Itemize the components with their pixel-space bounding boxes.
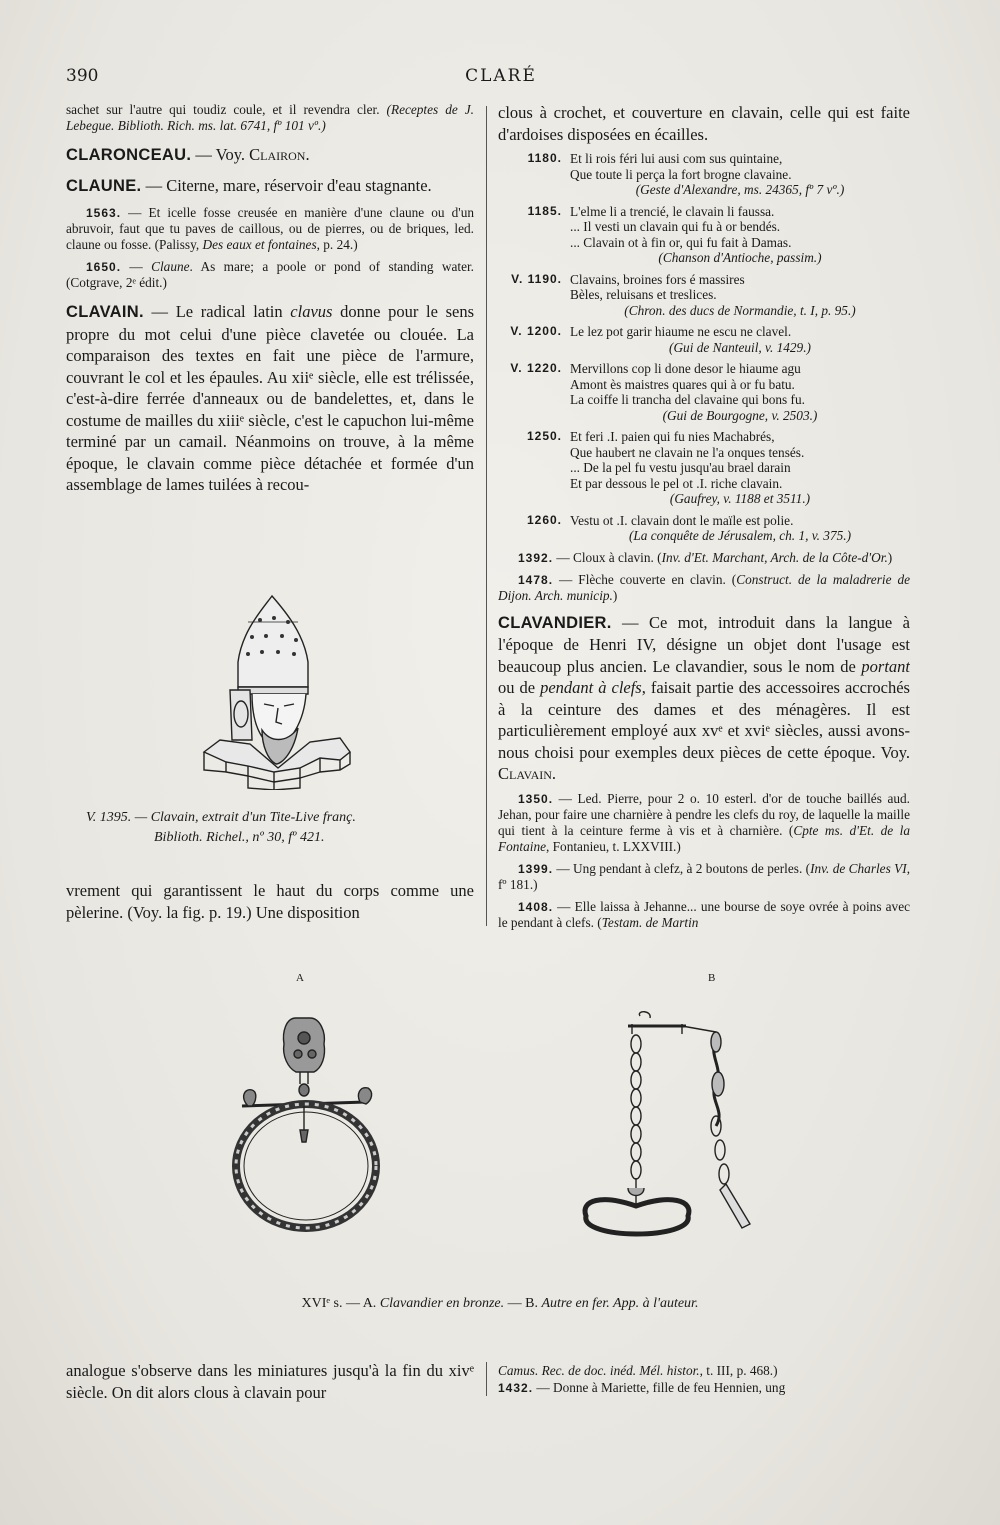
text: ) <box>887 549 893 565</box>
year: V. 1190. <box>511 271 562 286</box>
year: 1650. <box>86 260 122 274</box>
entry-clavain <box>66 301 474 496</box>
page-header <box>66 66 936 96</box>
headword: CLAUNE. <box>66 176 142 195</box>
term: portant <box>861 656 910 676</box>
text: — <box>121 259 152 274</box>
caption-text: XVIᵉ s. — A. <box>301 1296 380 1311</box>
text: — Ung pendant à clefz, à 2 boutons de perles. ( <box>553 860 811 876</box>
text: — Donne à Mariette, fille de feu Hennien, ung <box>533 1380 786 1395</box>
verse-line: La coiffe li trancha del clavaine qui bons fu. <box>570 392 805 407</box>
quote-1185 <box>498 204 910 266</box>
text: sachet sur l'autre qui toudiz coule, et il revendra cler. <box>66 102 380 117</box>
citation: (Gui de Nanteuil, v. 1429.) <box>669 339 811 355</box>
year: V. 1200. <box>510 324 562 338</box>
citation: (Chanson d'Antioche, passim.) <box>658 250 822 265</box>
quote-1432 <box>498 1379 910 1397</box>
text: ) <box>612 587 618 603</box>
citation: Inv. d'Et. Marchant, Arch. de la Côte-d'Or. <box>661 549 888 565</box>
citation: Camus. Rec. de doc. inéd. Mél. histor. <box>498 1363 700 1378</box>
citation: Des eaux et fontaines <box>202 237 317 252</box>
year: 1250. <box>526 429 562 443</box>
entry-clavandier <box>498 612 910 785</box>
text: — Led. Pierre, pour 2 o. 10 esterl. d'or de touche baillés aud. Jehan, pour faire une charnière à pendre les clefs du roy, de laquelle la maille qui tient à la ceinture ferme à vis et à charnière. ( <box>498 790 910 838</box>
text: , t. III, p. 468.) <box>699 1363 778 1378</box>
caption-text: Clavandier en bronze. <box>379 1296 505 1311</box>
verse-line: Et feri .I. paien qui fu nies Machabrés, <box>570 429 775 444</box>
text: , fº 181.) <box>498 860 910 892</box>
year: 1260. <box>526 512 562 527</box>
right-column <box>498 102 910 932</box>
citation: (Gaufrey, v. 1188 et 3511.) <box>669 491 811 506</box>
term: pendant à clefs <box>540 678 642 697</box>
year: 1350. <box>518 791 554 806</box>
verse-line: Amont ès maistres quares qui à or fu batu. <box>570 376 795 392</box>
citation: Cpte ms. d'Et. de la Fontaine <box>498 822 910 854</box>
cross-reference: Clavain <box>498 764 552 783</box>
quote-1350 <box>498 791 910 855</box>
citation: (Gui de Bourgogne, v. 2503.) <box>662 407 818 423</box>
column-rule-bottom <box>486 1362 487 1396</box>
citation: Claune <box>151 259 190 274</box>
quote-1260 <box>498 513 910 544</box>
quote-1190 <box>498 272 910 319</box>
year: 1399. <box>518 861 554 876</box>
citation: (Geste d'Alexandre, ms. 24365, fº 7 vº.) <box>635 182 845 197</box>
figure-label-a: A <box>296 972 304 984</box>
text: , p. 24.) <box>316 237 358 252</box>
cross-reference: Clairon <box>249 145 306 164</box>
quote-1392 <box>498 550 910 566</box>
verse-line: ... Il vesti un clavain qui fu à or bendés. <box>570 219 781 234</box>
clavain-continued: vrement qui garantissent le haut du corps comme une pèlerine. (Voy. la fig. p. 19.) Une disposition <box>66 881 474 922</box>
citation: (Chron. des ducs de Normandie, t. I, p. 95.) <box>624 302 856 318</box>
text: ou de <box>498 678 541 697</box>
quote-1650 <box>66 259 474 291</box>
page-number: 390 <box>66 66 99 86</box>
definition: — Citerne, mare, réservoir d'eau stagnante. <box>141 175 432 195</box>
year: 1478. <box>518 572 554 587</box>
running-title: CLARÉ <box>465 66 537 86</box>
year: 1408. <box>518 899 554 914</box>
caption-line: V. 1395. — Clavain, extrait d'un Tite-Live franç. <box>86 810 356 825</box>
citation: Inv. de Charles VI <box>810 860 907 876</box>
figure-caption-clavandiers <box>0 1296 1000 1312</box>
verse-line: Et li rois féri lui ausi com sus quintaine, <box>570 151 783 166</box>
text: donne pour le sens propre du mot celui d'une pièce clavetée ou clouée. La comparaison des textes en fait une pièce de l'armure, couvrant le col et les épaules. Au xiiᵉ siècle, elle est trélissée, c'est-à-dire ferrée d'anneaux ou de bandelettes, et, dans le costume de mailles du xiiiᵉ siècle, c'est le capuchon lui-même terminé par un camail. Néanmoins on trouve, à la même époque, le clavain comme pièce détachée et formée d'un assemblage de lames tuilées à recou- <box>66 302 474 494</box>
citation-line <box>498 1362 910 1379</box>
verse-line: Mervillons cop li done desor le hiaume agu <box>570 361 801 376</box>
latin-term: clavus <box>290 302 333 321</box>
entry-clare-end <box>66 102 474 134</box>
citation: (Receptes de J. Lebegue. Biblioth. Rich. ms. lat. 6741, fº 101 vº.) <box>66 102 474 133</box>
bronze-clavandier-illustration <box>222 1010 392 1250</box>
year: 1185. <box>527 203 562 218</box>
verse-line: L'elme li a trencié, le clavain li faussa. <box>570 203 775 219</box>
quote-1180 <box>498 151 910 198</box>
verse-line: Clavains, broines fors é massires <box>570 271 745 287</box>
caption-line: Biblioth. Richel., nº 30, fº 421. <box>154 830 325 845</box>
text: — Ce mot, introduit dans la langue à l'époque de Henri IV, désigne un objet dont l'usage est beaucoup plus ancien. Le clavandier, sous le nom de <box>498 612 910 676</box>
citation: Construct. de la maladrerie de Dijon. Arch. municip. <box>498 571 910 603</box>
bottom-left-text: analogue s'observe dans les miniatures jusqu'à la fin du xivᵉ siècle. On dit alors clous à clavain pour <box>66 1361 474 1402</box>
citation: (La conquête de Jérusalem, ch. 1, v. 375.) <box>628 528 852 543</box>
text: . <box>551 764 557 783</box>
year: 1392. <box>518 550 554 565</box>
verse-line: Le lez pot garir hiaume ne escu ne clavel. <box>570 324 792 339</box>
verse-line: ... De la pel fu vestu jusqu'au brael darain <box>570 460 791 475</box>
headword: CLAVANDIER. <box>498 613 612 632</box>
headword: CLARONCEAU. <box>66 146 192 164</box>
citation: Testam. de Martin <box>601 914 699 930</box>
entry-claronceau: CLARONCEAU. — Voy. Clairon. <box>66 145 310 164</box>
text: — Et icelle fosse creusée en manière d'une claune ou d'un abruvoir, faut que tu paves de caillous, ou de pierres, ou de briques, led. claune ou fosse. (Palissy, <box>66 205 474 252</box>
year: V. 1220. <box>510 361 562 375</box>
text: — Voy. <box>191 145 250 164</box>
year: 1432. <box>498 1381 534 1395</box>
verse-line: Bèles, reluisans et treslices. <box>570 287 717 302</box>
caption-text: — B. <box>504 1296 542 1311</box>
caption-text: Autre en fer. App. à l'auteur. <box>541 1296 699 1311</box>
figure-caption-helmet <box>86 808 466 848</box>
quote-1250 <box>498 429 910 507</box>
text: — Cloux à clavin. ( <box>553 549 662 565</box>
text: — Flèche couverte en clavin. ( <box>553 571 737 587</box>
entry-claune <box>66 175 474 198</box>
quote-1563 <box>66 205 474 253</box>
text: . As mare; a poole or pond of standing water. (Cotgrave, 2ᵉ édit.) <box>66 259 474 290</box>
verse-line: Que toute li perça la fort brogne clavaine. <box>570 166 792 182</box>
text: , faisait partie des accessoires accrochés à la ceinture des dames et des ménagères. Il est particulièrement employé aux xvᵉ et xviᵉ siècles, aussi avons-nous choisi pour exemples deux pièces de cette époque. Voy. <box>498 678 910 762</box>
verse-line: Que haubert ne clavain ne l'a onques tensés. <box>570 444 805 460</box>
clavain-helmet-illustration <box>190 592 360 790</box>
text: — Le radical latin <box>143 302 291 321</box>
column-rule <box>486 106 487 926</box>
iron-clavandier-illustration <box>566 1010 776 1260</box>
figure-label-b: B <box>708 972 716 984</box>
headword: CLAVAIN. <box>66 303 144 321</box>
quote-1408 <box>498 899 910 931</box>
verse-line: Vestu ot .I. clavain dont le maïle est polie. <box>570 512 794 528</box>
year: 1563. <box>86 206 122 220</box>
bottom-right-text <box>498 1362 910 1397</box>
text: — Elle laissa à Jehanne... une bourse de soye ovrée à poins avec le pendant à clefs. ( <box>498 898 910 930</box>
clavain-text-continued: clous à crochet, et couverture en clavain, celle qui est faite d'ardoises disposées en écailles. <box>498 103 910 144</box>
quote-1220 <box>498 361 910 423</box>
year: 1180. <box>527 151 562 165</box>
text: , Fontanieu, t. LXXVIII.) <box>546 838 681 854</box>
quote-1399 <box>498 861 910 893</box>
quote-1478 <box>498 572 910 604</box>
verse-line: ... Clavain ot à fin or, qui fu fait à Damas. <box>570 234 792 250</box>
verse-line: Et par dessous le pel ot .I. riche clavain. <box>570 475 783 491</box>
quote-1200 <box>498 324 910 355</box>
